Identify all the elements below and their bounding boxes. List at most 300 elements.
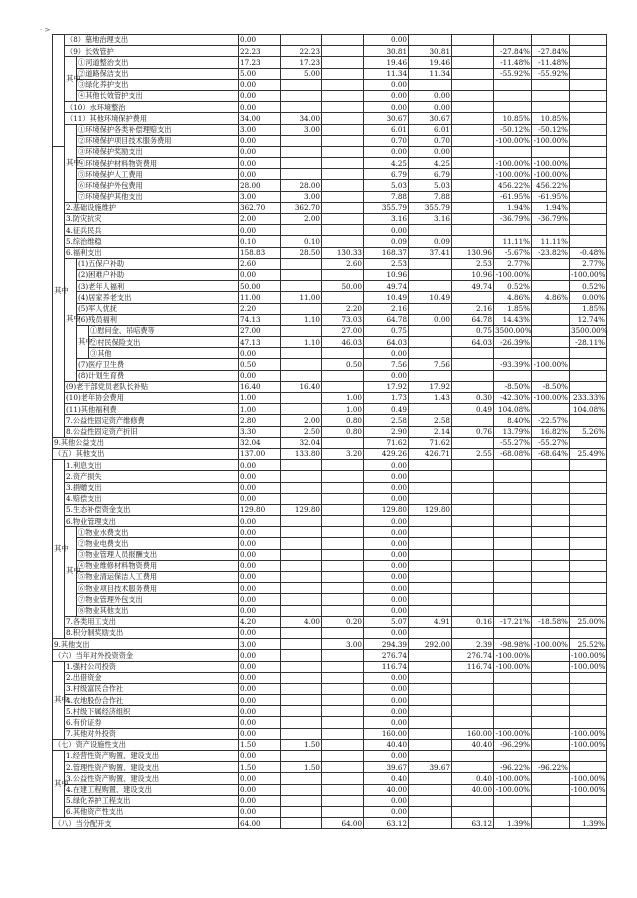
value-cell: 0.20: [322, 616, 364, 627]
value-cell: [322, 180, 364, 191]
value-cell: [570, 202, 607, 213]
row-label: ①河道整治支出: [77, 57, 239, 68]
value-cell: 1.85%: [570, 303, 607, 314]
value-cell: -0.48%: [570, 247, 607, 258]
value-cell: [322, 549, 364, 560]
value-cell: 2.58: [409, 415, 452, 426]
table-row: [53, 795, 607, 806]
value-cell: 2.20: [239, 303, 281, 314]
group-label: 其中: [53, 661, 65, 739]
value-cell: 129.80: [239, 504, 281, 515]
value-cell: -96.22%: [532, 762, 570, 773]
table-row: [53, 404, 607, 415]
value-cell: -100.00%: [494, 784, 532, 795]
value-cell: [281, 493, 322, 504]
row-label: ⑦物业管理外包支出: [77, 594, 239, 605]
value-cell: 16.40: [281, 381, 322, 392]
value-cell: [281, 404, 322, 415]
value-cell: 50.00: [322, 281, 364, 292]
value-cell: 355.79: [364, 202, 409, 213]
value-cell: [532, 269, 570, 280]
table-row: [53, 594, 607, 605]
value-cell: 1.00: [239, 393, 281, 404]
value-cell: 0.00: [239, 482, 281, 493]
value-cell: -100.00%: [532, 639, 570, 650]
value-cell: 0.00: [239, 460, 281, 471]
value-cell: [322, 706, 364, 717]
value-cell: [322, 717, 364, 728]
value-cell: [570, 225, 607, 236]
value-cell: [494, 583, 532, 594]
value-cell: [452, 35, 494, 46]
value-cell: 129.80: [281, 504, 322, 515]
value-cell: -55.92%: [532, 68, 570, 79]
value-cell: [570, 68, 607, 79]
value-cell: [322, 135, 364, 146]
value-cell: 3.00: [239, 639, 281, 650]
value-cell: [322, 46, 364, 57]
value-cell: [281, 303, 322, 314]
value-cell: [570, 113, 607, 124]
table-row: [53, 627, 607, 638]
value-cell: 0.00: [364, 527, 409, 538]
value-cell: -23.82%: [532, 247, 570, 258]
value-cell: 0.10: [281, 236, 322, 247]
value-cell: [452, 527, 494, 538]
row-label: (4)居家养老支出: [77, 292, 239, 303]
value-cell: 0.00: [364, 460, 409, 471]
value-cell: [281, 258, 322, 269]
value-cell: [532, 471, 570, 482]
row-label: ④物业维修材料物资费用: [77, 560, 239, 571]
value-cell: -36.79%: [532, 214, 570, 225]
value-cell: 4.20: [239, 616, 281, 627]
value-cell: [322, 124, 364, 135]
value-cell: [532, 795, 570, 806]
value-cell: 14.43%: [494, 314, 532, 325]
value-cell: [532, 225, 570, 236]
value-cell: [281, 560, 322, 571]
row-label: （五）其他支出: [53, 448, 239, 459]
value-cell: 30.81: [409, 46, 452, 57]
value-cell: 11.34: [409, 68, 452, 79]
row-label: 2.管理性资产购置、建设支出: [65, 762, 239, 773]
value-cell: [281, 35, 322, 46]
row-label: (11)其他福利费: [65, 404, 239, 415]
table-row: [53, 370, 607, 381]
subgroup-label: 其中: [77, 325, 89, 359]
value-cell: [409, 303, 452, 314]
value-cell: [281, 158, 322, 169]
value-cell: 0.00: [239, 538, 281, 549]
value-cell: [494, 560, 532, 571]
value-cell: [494, 516, 532, 527]
value-cell: [322, 560, 364, 571]
value-cell: [409, 225, 452, 236]
value-cell: [281, 135, 322, 146]
value-cell: 0.00: [364, 516, 409, 527]
row-label: ②道路保洁支出: [77, 68, 239, 79]
value-cell: [409, 683, 452, 694]
value-cell: [532, 482, 570, 493]
value-cell: [322, 672, 364, 683]
value-cell: 74.13: [239, 314, 281, 325]
value-cell: -100.00%: [532, 169, 570, 180]
row-label: 3.公益性资产购置、建设支出: [65, 773, 239, 784]
value-cell: [532, 460, 570, 471]
value-cell: [570, 683, 607, 694]
row-label: ⑥物业项目技术服务费用: [77, 583, 239, 594]
value-cell: 0.30: [452, 393, 494, 404]
value-cell: [494, 683, 532, 694]
value-cell: 25.49%: [570, 448, 607, 459]
value-cell: 0.00: [364, 348, 409, 359]
value-cell: [452, 124, 494, 135]
value-cell: [570, 57, 607, 68]
value-cell: 27.00: [322, 325, 364, 336]
value-cell: [281, 79, 322, 90]
value-cell: 0.00: [239, 79, 281, 90]
value-cell: [281, 146, 322, 157]
value-cell: 0.00: [239, 572, 281, 583]
value-cell: 0.00: [239, 728, 281, 739]
value-cell: [570, 90, 607, 101]
value-cell: -55.27%: [532, 437, 570, 448]
value-cell: 3.30: [239, 426, 281, 437]
value-cell: [532, 35, 570, 46]
row-label: (6)残员福利: [77, 314, 239, 325]
value-cell: [409, 739, 452, 750]
value-cell: 1.43: [409, 393, 452, 404]
value-cell: 37.41: [409, 247, 452, 258]
value-cell: [570, 504, 607, 515]
value-cell: 11.00: [281, 292, 322, 303]
value-cell: [452, 113, 494, 124]
value-cell: -100.00%: [494, 158, 532, 169]
value-cell: [322, 806, 364, 817]
value-cell: 0.70: [364, 135, 409, 146]
value-cell: [452, 493, 494, 504]
value-cell: -100.00%: [494, 650, 532, 661]
value-cell: 0.00: [239, 695, 281, 706]
value-cell: [409, 583, 452, 594]
value-cell: [494, 717, 532, 728]
value-cell: 22.23: [281, 46, 322, 57]
table-row: [53, 426, 607, 437]
value-cell: -100.00%: [532, 158, 570, 169]
table-row: [53, 46, 607, 57]
value-cell: [281, 695, 322, 706]
value-cell: [452, 102, 494, 113]
row-label: 1.经营性资产购置、建设支出: [65, 751, 239, 762]
row-label: 4.征兵民兵: [65, 225, 239, 236]
value-cell: [494, 672, 532, 683]
value-cell: [570, 102, 607, 113]
row-label: 8.公益性固定资产折旧: [65, 426, 239, 437]
value-cell: 64.78: [364, 314, 409, 325]
value-cell: -26.39%: [494, 337, 532, 348]
value-cell: [570, 560, 607, 571]
value-cell: 0.00: [239, 549, 281, 560]
value-cell: [322, 527, 364, 538]
table-row: [53, 728, 607, 739]
value-cell: [570, 594, 607, 605]
value-cell: 0.00: [239, 348, 281, 359]
value-cell: 130.96: [452, 247, 494, 258]
value-cell: [322, 214, 364, 225]
value-cell: [281, 348, 322, 359]
value-cell: 0.50: [322, 359, 364, 370]
value-cell: [281, 661, 322, 672]
value-cell: [409, 728, 452, 739]
value-cell: -17.21%: [494, 616, 532, 627]
value-cell: [532, 325, 570, 336]
value-cell: 6.01: [364, 124, 409, 135]
value-cell: 0.00: [364, 795, 409, 806]
value-cell: 7.88: [364, 191, 409, 202]
value-cell: [532, 717, 570, 728]
value-cell: 2.39: [452, 639, 494, 650]
row-label: （11）其他环境保护费用: [65, 113, 239, 124]
value-cell: 1.10: [281, 314, 322, 325]
row-label: （七）资产设施性支出: [53, 739, 239, 750]
value-cell: [409, 493, 452, 504]
value-cell: [281, 773, 322, 784]
value-cell: 28.50: [281, 247, 322, 258]
value-cell: [452, 90, 494, 101]
value-cell: [494, 493, 532, 504]
value-cell: 7.88: [409, 191, 452, 202]
table-row: [53, 583, 607, 594]
value-cell: 25.00%: [570, 616, 607, 627]
value-cell: [322, 79, 364, 90]
value-cell: [281, 639, 322, 650]
value-cell: 0.00: [364, 146, 409, 157]
value-cell: [322, 795, 364, 806]
value-cell: 276.74: [364, 650, 409, 661]
value-cell: 10.96: [452, 269, 494, 280]
value-cell: 0.00: [364, 605, 409, 616]
value-cell: [322, 728, 364, 739]
value-cell: [281, 795, 322, 806]
value-cell: 0.00: [239, 225, 281, 236]
value-cell: [452, 482, 494, 493]
value-cell: [532, 493, 570, 504]
value-cell: [281, 359, 322, 370]
value-cell: [570, 717, 607, 728]
value-cell: 1.10: [281, 337, 322, 348]
value-cell: [322, 784, 364, 795]
value-cell: 1.73: [364, 393, 409, 404]
value-cell: [322, 35, 364, 46]
value-cell: [532, 751, 570, 762]
value-cell: [570, 762, 607, 773]
value-cell: [570, 795, 607, 806]
value-cell: [494, 482, 532, 493]
group-label: [53, 35, 65, 147]
value-cell: 104.08%: [570, 404, 607, 415]
value-cell: [281, 605, 322, 616]
value-cell: [322, 493, 364, 504]
value-cell: 0.00: [239, 269, 281, 280]
table-row: [53, 79, 607, 90]
value-cell: [532, 146, 570, 157]
value-cell: [322, 348, 364, 359]
group-label: 其中: [53, 751, 65, 818]
value-cell: 0.52%: [570, 281, 607, 292]
row-label: (9)老干部党员老队长补贴: [65, 381, 239, 392]
value-cell: 0.00: [364, 751, 409, 762]
value-cell: 3500.00%: [571, 326, 608, 336]
value-cell: 2.58: [364, 415, 409, 426]
value-cell: -22.57%: [532, 415, 570, 426]
value-cell: [322, 627, 364, 638]
subgroup-label: 其中: [65, 124, 77, 202]
value-cell: [452, 583, 494, 594]
value-cell: [409, 706, 452, 717]
value-cell: 0.00: [239, 661, 281, 672]
value-cell: [409, 751, 452, 762]
value-cell: -98.98%: [494, 639, 532, 650]
value-cell: [570, 46, 607, 57]
value-cell: [322, 68, 364, 79]
value-cell: [452, 146, 494, 157]
value-cell: [532, 258, 570, 269]
value-cell: 1.85%: [494, 303, 532, 314]
subgroup-label: 其中: [65, 258, 77, 381]
value-cell: [409, 348, 452, 359]
value-cell: 0.00: [364, 683, 409, 694]
value-cell: [281, 460, 322, 471]
value-cell: 130.33: [322, 247, 364, 258]
value-cell: 0.00: [239, 35, 281, 46]
table-row: [53, 35, 607, 46]
value-cell: 64.03: [452, 337, 494, 348]
value-cell: 7.56: [364, 359, 409, 370]
value-cell: 17.92: [364, 381, 409, 392]
value-cell: -28.11%: [570, 337, 607, 348]
value-cell: -42.30%: [494, 393, 532, 404]
value-cell: -96.29%: [494, 739, 532, 750]
value-cell: 0.00: [239, 493, 281, 504]
value-cell: [281, 583, 322, 594]
value-cell: 28.00: [239, 180, 281, 191]
value-cell: [409, 482, 452, 493]
value-cell: [452, 695, 494, 706]
value-cell: 3.00: [281, 124, 322, 135]
value-cell: 0.52%: [494, 281, 532, 292]
value-cell: [494, 795, 532, 806]
value-cell: 137.00: [239, 448, 281, 459]
value-cell: [322, 583, 364, 594]
row-label: ①物业水费支出: [77, 527, 239, 538]
value-cell: [281, 325, 322, 336]
value-cell: 429.26: [364, 448, 409, 459]
value-cell: [532, 303, 570, 314]
value-cell: [281, 102, 322, 113]
value-cell: 4.25: [364, 158, 409, 169]
value-cell: 64.03: [364, 337, 409, 348]
value-cell: [281, 818, 322, 829]
value-cell: [532, 818, 570, 829]
value-cell: 46.03: [322, 337, 364, 348]
value-cell: 0.00: [364, 594, 409, 605]
value-cell: [452, 236, 494, 247]
value-cell: 2.80: [239, 415, 281, 426]
value-cell: 2.14: [409, 426, 452, 437]
value-cell: [452, 683, 494, 694]
value-cell: [409, 773, 452, 784]
value-cell: 362.70: [239, 202, 281, 213]
value-cell: [281, 169, 322, 180]
value-cell: [452, 225, 494, 236]
value-cell: -55.92%: [494, 68, 532, 79]
value-cell: 0.00: [239, 706, 281, 717]
value-cell: [281, 650, 322, 661]
value-cell: [570, 538, 607, 549]
value-cell: 1.39%: [570, 818, 607, 829]
value-cell: [494, 225, 532, 236]
row-label: ④其他长效管护支出: [77, 90, 239, 101]
value-cell: -61.95%: [494, 191, 532, 202]
value-cell: 12.74%: [570, 314, 607, 325]
row-label: 2.出借资金: [65, 672, 239, 683]
value-cell: [570, 672, 607, 683]
value-cell: [281, 90, 322, 101]
value-cell: 2.00: [281, 415, 322, 426]
table-row: [53, 482, 607, 493]
value-cell: 0.00: [239, 650, 281, 661]
value-cell: [452, 191, 494, 202]
value-cell: 0.49: [452, 404, 494, 415]
value-cell: [281, 269, 322, 280]
row-label: 7.公益性固定资产维修费: [65, 415, 239, 426]
value-cell: [494, 751, 532, 762]
value-cell: 0.00: [239, 784, 281, 795]
table-row: [53, 784, 607, 795]
row-label: 6.物业管理支出: [65, 516, 239, 527]
table-row: [53, 258, 607, 269]
value-cell: -100.00%: [494, 169, 532, 180]
value-cell: 456.22%: [532, 180, 570, 191]
value-cell: 47.13: [239, 337, 281, 348]
value-cell: [532, 370, 570, 381]
value-cell: [532, 672, 570, 683]
value-cell: [281, 784, 322, 795]
row-label: 3.防灾抗灾: [65, 214, 239, 225]
value-cell: [409, 404, 452, 415]
table-row: [53, 527, 607, 538]
value-cell: 49.74: [452, 281, 494, 292]
value-cell: [409, 538, 452, 549]
value-cell: [409, 818, 452, 829]
value-cell: 63.12: [452, 818, 494, 829]
value-cell: -100.00%: [571, 729, 606, 739]
value-cell: [570, 381, 607, 392]
value-cell: -61.95%: [532, 191, 570, 202]
value-cell: 0.00: [364, 90, 409, 101]
value-cell: 3.00: [239, 191, 281, 202]
value-cell: 0.00: [364, 560, 409, 571]
value-cell: 16.82%: [532, 426, 570, 437]
value-cell: 158.83: [239, 247, 281, 258]
value-cell: 1.50: [239, 739, 281, 750]
value-cell: 2.77%: [570, 258, 607, 269]
table-row: [53, 146, 607, 157]
row-label: 5.综治维稳: [65, 236, 239, 247]
table-row: [53, 236, 607, 247]
value-cell: [452, 46, 494, 57]
